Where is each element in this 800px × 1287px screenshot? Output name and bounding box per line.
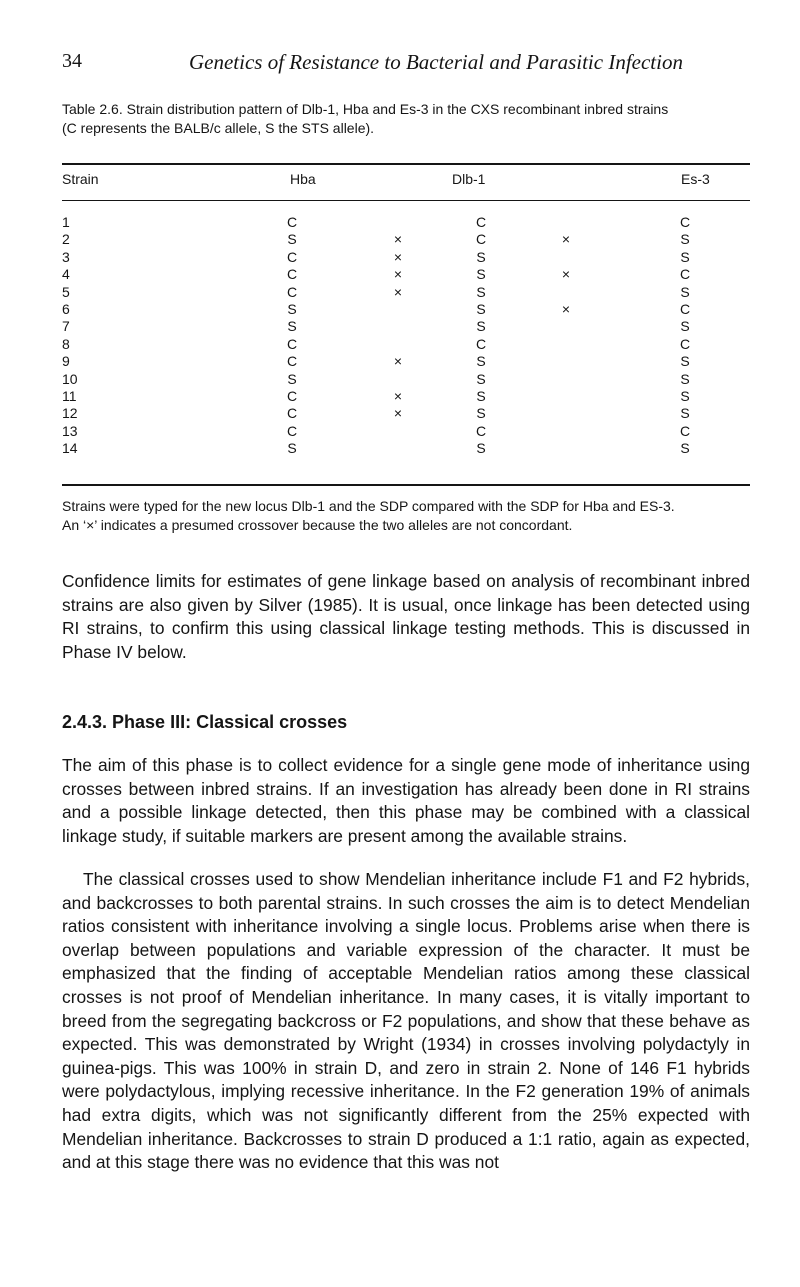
crossover-marker-cell: × <box>393 353 403 370</box>
strain-number-cell: 5 <box>62 283 70 300</box>
dlb1-allele-cell: S <box>476 318 486 335</box>
crossover-marker-cell: × <box>393 388 403 404</box>
es3-allele-cell: S <box>680 231 690 248</box>
table-caption-line: (C represents the BALB/c allele, S the STS allele). <box>62 120 375 136</box>
table-header-rule <box>62 200 750 201</box>
es3-allele-cell: C <box>679 266 691 283</box>
strain-number-cell: 6 <box>62 301 70 317</box>
dlb1-allele-cell: S <box>476 301 486 317</box>
body-paragraph: Confidence limits for estimates of gene linkage based on analysis of recombinant inbred strains are also given by Silver (1985). It is usual, once linkage has been detected using RI strains, to confirm this using classical linkage testing methods. This is discussed in Phase IV below. <box>62 571 750 662</box>
dlb1-allele-cell: C <box>475 335 487 352</box>
table-footnote-line: Strains were typed for the new locus Dlb-1 and the SDP compared with the SDP for Hba and ES-3. <box>62 498 675 514</box>
body-paragraph: The classical crosses used to show Mendelian inheritance include F1 and F2 hybrids, and backcrosses to both parental strains. In such crosses the aim is to detect Mendelian ratios consistent with inheritance involving a single locus. Problems arise when there is overlap between populations and variable expression of the character. It must be emphasized that the finding of acceptable Mendelian ratios among these classical crosses is not proof of Mendelian inheritance. In many cases, it is vitally important to breed from the segregating backcross or F2 populations, and show that these behave as expected. This was demonstrated by Wright (1934) in crosses involving polydactyly in guinea-pigs. This was 100% in strain D, and zero in strain 2. None of 146 F1 hybrids were polydactylous, implying recessive inheritance. In the F2 generation 19% of animals had extra digits, which was not significantly different from the 25% expected with Mendelian inheritance. Backcrosses to strain D produced a 1:1 ratio, again as expected, and at this stage there was no evidence that this was not <box>62 869 750 1173</box>
page-number: 34 <box>62 50 82 72</box>
section-heading: 2.4.3. Phase III: Classical crosses <box>62 712 348 732</box>
hba-allele-cell: C <box>286 248 298 265</box>
dlb1-allele-cell: S <box>476 388 486 404</box>
crossover-marker-cell: × <box>561 301 571 317</box>
crossover-marker-cell: × <box>561 266 571 283</box>
strain-number-cell: 3 <box>62 248 70 265</box>
es3-allele-cell: S <box>680 318 690 335</box>
es3-allele-cell: S <box>680 405 690 422</box>
hba-allele-cell: S <box>287 318 297 335</box>
strain-number-cell: 13 <box>62 422 78 439</box>
strain-number-cell: 4 <box>62 266 70 283</box>
crossover-marker-cell: × <box>393 266 403 283</box>
hba-allele-cell: C <box>286 353 298 370</box>
dlb1-allele-cell: C <box>475 231 487 248</box>
table-bottom-rule <box>62 484 750 486</box>
hba-allele-cell: C <box>286 335 298 352</box>
dlb1-allele-cell: S <box>476 266 486 283</box>
crossover-marker-cell: × <box>393 283 403 300</box>
hba-allele-cell: S <box>287 231 297 248</box>
hba-allele-cell: C <box>286 388 298 404</box>
strain-number-cell: 9 <box>62 353 70 370</box>
hba-allele-cell: C <box>286 266 298 283</box>
hba-allele-cell: S <box>287 301 297 317</box>
crossover-marker-cell: × <box>393 248 403 265</box>
crossover-marker-cell: × <box>561 231 571 248</box>
hba-allele-cell: C <box>286 214 298 230</box>
dlb1-allele-cell: C <box>475 422 487 439</box>
body-paragraph: The aim of this phase is to collect evidence for a single gene mode of inheritance using crosses between inbred strains. If an investigation has already been done in RI strains and a possible linkage detected, then this phase may be combined with a classical linkage study, if suitable markers are present among the available strains. <box>62 755 750 846</box>
hba-allele-cell: C <box>286 283 298 300</box>
strain-number-cell: 7 <box>62 318 70 335</box>
page-header <box>62 50 752 76</box>
crossover-marker-cell: × <box>393 231 403 248</box>
es3-allele-cell: C <box>679 214 691 230</box>
dlb1-allele-cell: S <box>476 440 486 457</box>
column-header-hba: Hba <box>290 171 316 187</box>
dlb1-allele-cell: S <box>476 370 486 387</box>
strain-number-cell: 8 <box>62 335 70 352</box>
strain-number-cell: 10 <box>62 370 78 387</box>
hba-allele-cell: S <box>287 370 297 387</box>
table-footnote <box>62 497 752 535</box>
table-top-rule <box>62 163 750 165</box>
dlb1-allele-cell: C <box>475 214 487 230</box>
column-header-dlb1: Dlb-1 <box>452 171 486 187</box>
dlb1-allele-cell: S <box>476 353 486 370</box>
hba-allele-cell: C <box>286 405 298 422</box>
es3-allele-cell: S <box>680 248 690 265</box>
es3-allele-cell: C <box>679 422 691 439</box>
column-header-es3: Es-3 <box>681 171 710 187</box>
strain-number-cell: 12 <box>62 405 78 422</box>
es3-allele-cell: S <box>680 283 690 300</box>
crossover-marker-cell: × <box>393 405 403 422</box>
running-title: Genetics of Resistance to Bacterial and Parasitic Infection <box>189 50 683 74</box>
table-caption-line: Table 2.6. Strain distribution pattern of Dlb-1, Hba and Es-3 in the CXS recombinant inbred strains <box>62 101 669 117</box>
strain-number-cell: 1 <box>62 214 70 230</box>
table-caption <box>62 100 752 138</box>
dlb1-allele-cell: S <box>476 405 486 422</box>
es3-allele-cell: S <box>680 440 690 457</box>
dlb1-allele-cell: S <box>476 248 486 265</box>
strain-number-cell: 2 <box>62 231 70 248</box>
es3-allele-cell: C <box>679 301 691 317</box>
hba-allele-cell: C <box>286 422 298 439</box>
column-header-strain: Strain <box>62 171 99 187</box>
es3-allele-cell: S <box>680 388 690 404</box>
es3-allele-cell: C <box>679 335 691 352</box>
strain-number-cell: 14 <box>62 440 78 457</box>
dlb1-allele-cell: S <box>476 283 486 300</box>
es3-allele-cell: S <box>680 370 690 387</box>
table-footnote-line: An ‘×’ indicates a presumed crossover because the two alleles are not concordant. <box>62 517 573 533</box>
strain-number-cell: 11 <box>62 388 77 404</box>
hba-allele-cell: S <box>287 440 297 457</box>
es3-allele-cell: S <box>680 353 690 370</box>
